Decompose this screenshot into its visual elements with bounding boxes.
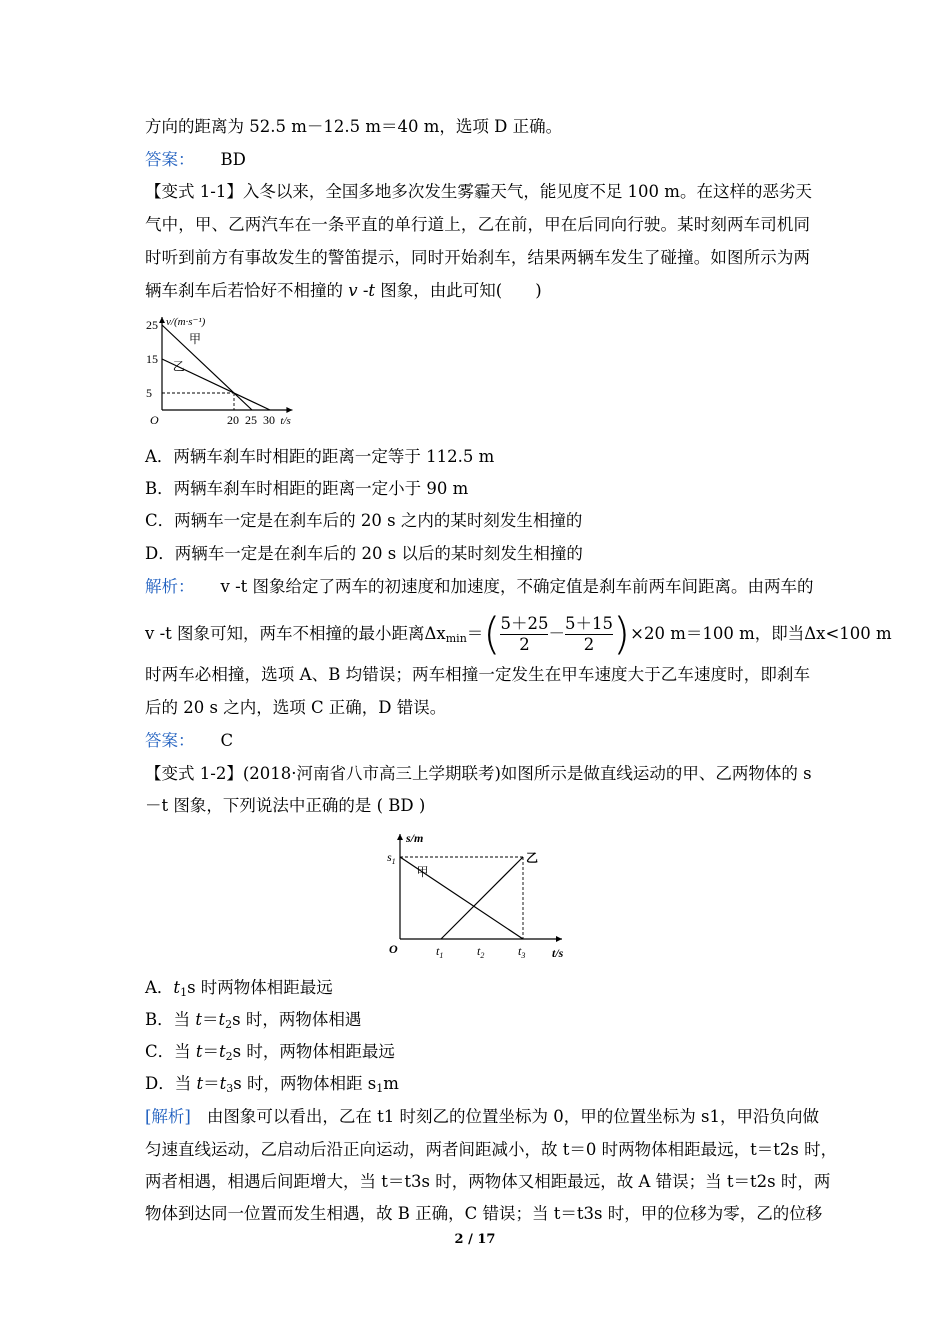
analysis-line <box>145 576 814 598</box>
text-span: 图象，由此可知( ) <box>375 281 542 300</box>
y-tick-label: 25 <box>146 318 158 332</box>
analysis-line <box>145 1106 819 1128</box>
question-text: 【变式 1-1】入冬以来，全国多地多次发生雾霾天气，能见度不足 100 m。在这样的恶劣天 <box>145 182 812 201</box>
analysis-formula-line <box>145 608 892 660</box>
x-tick-label: 30 <box>263 413 275 427</box>
subscript: 2 <box>225 1050 233 1063</box>
option-d: D．两辆车一定是在刹车后的 20 s 以后的某时刻发生相撞的 <box>145 544 583 563</box>
analysis-text: v -t 图象给定了两车的初速度和加速度，不确定值是刹车前两车间距离。由两车的 <box>220 577 814 596</box>
text-span: v -t 图象可知，两车不相撞的最小距离Δx <box>145 624 446 643</box>
text-span: s 时，两物体相遇 <box>232 1010 362 1029</box>
text-span: s 时，两物体相距最远 <box>232 1042 395 1061</box>
analysis-text: 匀速直线运动，乙启动后沿正向运动，两者间距减小，故 t＝0 时两物体相距最远，t＝t2s 时， <box>145 1140 838 1159</box>
answer-line <box>145 149 810 171</box>
analysis-text: 两者相遇，相遇后间距增大，当 t＝t3s 时，两物体又相距最远，故 A 错误；当 t＝t2s 时，两 <box>145 1172 831 1191</box>
y-axis-label: v/(m·s⁻¹) <box>166 316 206 328</box>
fraction-den: 2 <box>565 634 613 655</box>
origin-label: O <box>389 942 398 956</box>
series-line <box>441 857 523 939</box>
text-span: － <box>548 624 565 643</box>
text-span: D．当 <box>145 1074 197 1093</box>
analysis-text: 物体到达同一位置而发生相遇，故 B 正确，C 错误；当 t＝t3s 时，甲的位移为零，乙的位移 <box>145 1204 823 1223</box>
origin-label: O <box>150 413 159 427</box>
tick-subscript: 2 <box>480 951 485 960</box>
fraction-den: 2 <box>500 634 548 655</box>
answer-value: C <box>220 731 234 750</box>
option-b <box>145 1009 361 1036</box>
x-axis-label: t/s <box>280 415 291 427</box>
tick-subscript: 3 <box>521 951 526 960</box>
series-label: 乙 <box>526 851 539 865</box>
option-a <box>145 977 333 1004</box>
analysis-text: 由图象可以看出，乙在 t1 时刻乙的位置坐标为 0，甲的位置坐标为 s1，甲沿负向做 <box>206 1107 819 1126</box>
x-tick-label: 20 <box>227 413 239 427</box>
page-number: 2 / 17 <box>454 1232 496 1247</box>
st-chart <box>380 826 580 966</box>
y-tick-label: 5 <box>146 386 152 400</box>
text-span: - <box>357 281 369 300</box>
text-span: s 时，两物体相距 s <box>233 1074 377 1093</box>
answer-label: 答案： <box>145 731 195 750</box>
text-span: m <box>383 1074 399 1093</box>
analysis-label: 解析： <box>145 577 195 596</box>
y-tick-label: 15 <box>146 352 158 366</box>
series-label: 甲 <box>416 864 429 879</box>
y-axis-arrow <box>159 317 165 323</box>
x-tick-label: $t_3$ <box>518 944 526 960</box>
text-span: ＝ <box>466 624 484 643</box>
vt-chart <box>140 313 300 433</box>
y-tick-label: $s_1$ <box>387 850 396 866</box>
text-span: ＝ <box>202 1010 219 1029</box>
fraction-num: 5＋25 <box>500 614 549 633</box>
var-t: t <box>368 281 376 300</box>
text-span: A． <box>145 978 174 997</box>
text-span: ＝ <box>203 1074 220 1093</box>
y-axis-arrow <box>397 834 403 840</box>
left-paren: ( <box>483 608 501 660</box>
tick-subscript: 1 <box>391 857 396 866</box>
text-span: ＝ <box>202 1042 220 1061</box>
subscript: 2 <box>225 1018 233 1031</box>
text-span: ×20 m＝100 m，即当Δx<100 m <box>630 624 892 643</box>
tick-subscript: 1 <box>439 951 444 960</box>
analysis-label: [解析] <box>145 1107 191 1126</box>
var-t: t <box>173 978 181 997</box>
option-c: C．两辆车一定是在刹车后的 20 s 之内的某时刻发生相撞的 <box>145 511 583 530</box>
answer-value: BD <box>220 150 246 169</box>
right-paren: ) <box>612 608 631 660</box>
fraction <box>565 614 613 655</box>
x-tick-label: $t_2$ <box>477 944 485 960</box>
subscript: 1 <box>376 1082 384 1095</box>
answer-line <box>145 730 810 752</box>
var-t: t <box>195 1010 203 1029</box>
var-t: t <box>195 1042 203 1061</box>
subscript: 1 <box>180 986 188 999</box>
subscript: 3 <box>226 1082 234 1095</box>
fraction-num: 5＋15 <box>564 614 613 633</box>
question-text: 时听到前方有事故发生的警笛提示，同时开始刹车，结果两辆车发生了碰撞。如图所示为两 <box>145 248 810 267</box>
option-b: B．两辆车刹车时相距的距离一定小于 90 m <box>145 479 469 498</box>
fraction <box>500 614 548 655</box>
x-axis-arrow <box>286 407 292 413</box>
analysis-text: 后的 20 s 之内，选项 C 正确，D 错误。 <box>145 698 447 717</box>
x-tick-label: 25 <box>245 413 257 427</box>
option-c <box>145 1041 395 1068</box>
question-text: －t 图象，下列说法中正确的是 ( BD ) <box>145 796 426 815</box>
text-span: C．当 <box>145 1042 196 1061</box>
y-axis-label: s/m <box>406 831 424 845</box>
question-text: 【变式 1-2】(2018·河南省八市高三上学期联考)如图所示是做直线运动的甲、乙两物体的 s <box>145 764 812 783</box>
x-tick-label: $t_1$ <box>436 944 444 960</box>
text-line: 方向的距离为 52.5 m－12.5 m＝40 m，选项 D 正确。 <box>145 117 563 136</box>
answer-label: 答案： <box>145 150 195 169</box>
text-span: 辆车刹车后若恰好不相撞的 <box>145 281 349 300</box>
question-text: 气中，甲、乙两汽车在一条平直的单行道上，乙在前，甲在后同向行驶。某时刻两车司机同 <box>145 215 810 234</box>
var-v: v <box>348 281 358 300</box>
series-label: 甲 <box>189 331 202 346</box>
x-axis-label: t/s <box>552 946 564 960</box>
text-span: s 时两物体相距最远 <box>187 978 333 997</box>
question-text <box>145 280 810 302</box>
var-t: t <box>218 1010 226 1029</box>
text-span: B．当 <box>145 1010 196 1029</box>
series-label: 乙 <box>172 359 185 374</box>
analysis-text: 时两车必相撞，选项 A、B 均错误；两车相撞一定发生在甲车速度大于乙车速度时，即刹车 <box>145 665 810 684</box>
option-d <box>145 1073 399 1100</box>
option-a: A．两辆车刹车时相距的距离一定等于 112.5 m <box>145 447 495 466</box>
var-t: t <box>219 1042 226 1061</box>
var-t: t <box>219 1074 227 1093</box>
var-t: t <box>196 1074 204 1093</box>
x-axis-arrow <box>556 936 562 942</box>
subscript: min <box>445 632 467 645</box>
